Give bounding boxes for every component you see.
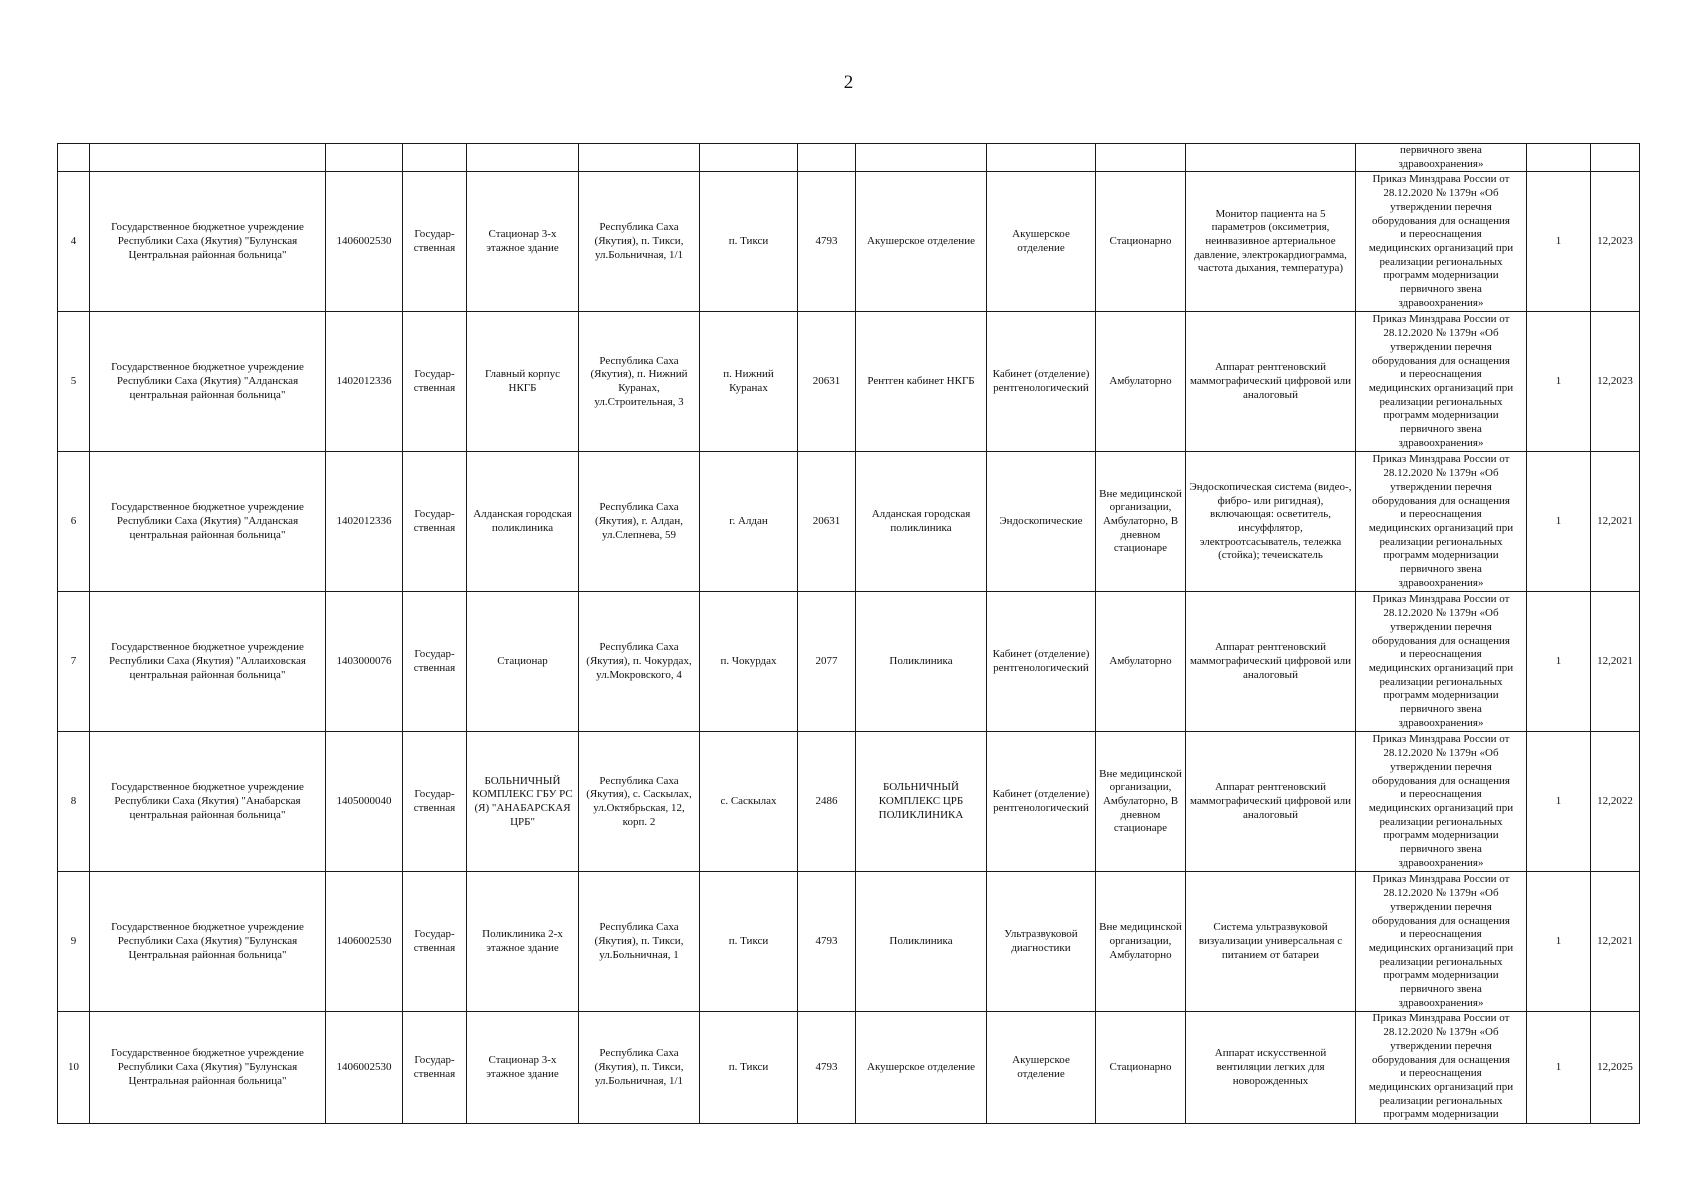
cell-equipment: Система ультразвуковой визуализации универсальная с питанием от батареи (1186, 872, 1356, 1012)
cell-ownership: Государ- ственная (403, 452, 467, 592)
cell-inn: 1405000040 (326, 732, 403, 872)
cell-department: Ультразвуковой диагностики (987, 872, 1096, 1012)
cell-document: Приказ Минздрава России от 28.12.2020 № 1379н «Об утверждении перечня оборудования для оснащения и переоснащения медицинских организаций при реализации региональных программ модернизации (1356, 1012, 1527, 1124)
cell-ownership: Государ- ственная (403, 172, 467, 312)
table-row-continuation (58, 144, 1640, 172)
cell-num: 6 (58, 452, 90, 592)
cell-care-form: Вне медицинской организации, Амбулаторно, В дневном стационаре (1096, 732, 1186, 872)
cell-num: 4 (58, 172, 90, 312)
cell-department: Кабинет (отделение) рентгенологический (987, 312, 1096, 452)
cell-document: Приказ Минздрава России от 28.12.2020 № 1379н «Об утверждении перечня оборудования для оснащения и переоснащения медицинских организаций при реализации региональных программ модернизации первичного звена здравоохранения» (1356, 452, 1527, 592)
cell-address: Республика Саха (Якутия), п. Чокурдах, ул.Мокровского, 4 (579, 592, 700, 732)
cell-qty: 1 (1527, 312, 1591, 452)
cell-org: Государственное бюджетное учреждение Республики Саха (Якутия) "Аллаиховская центральная районная больница" (90, 592, 326, 732)
cell-ownership: Государ- ственная (403, 312, 467, 452)
cell-document: Приказ Минздрава России от 28.12.2020 № 1379н «Об утверждении перечня оборудования для оснащения и переоснащения медицинских организаций при реализации региональных программ модернизации первичного звена здравоохранения» (1356, 172, 1527, 312)
cell-document: Приказ Минздрава России от 28.12.2020 № 1379н «Об утверждении перечня оборудования для оснащения и переоснащения медицинских организаций при реализации региональных программ модернизации первичного звена здравоохранения» (1356, 732, 1527, 872)
cell-population: 2486 (798, 732, 856, 872)
cell-num: 9 (58, 872, 90, 1012)
table-row (58, 872, 1640, 1012)
cell-locality: с. Саскылах (700, 732, 798, 872)
page-number: 2 (843, 72, 854, 93)
cell-ownership: Государ- ственная (403, 872, 467, 1012)
cell-unit: Поликлиника (856, 872, 987, 1012)
cell-qty: 1 (1527, 732, 1591, 872)
cell-care-form: Вне медицинской организации, Амбулаторно (1096, 872, 1186, 1012)
cell-building (467, 144, 579, 172)
cell-date: 12,2021 (1591, 592, 1640, 732)
cell-qty: 1 (1527, 172, 1591, 312)
cell-department (987, 144, 1096, 172)
cell-document: Приказ Минздрава России от 28.12.2020 № 1379н «Об утверждении перечня оборудования для оснащения и переоснащения медицинских организаций при реализации региональных программ модернизации первичного звена здравоохранения» (1356, 872, 1527, 1012)
equipment-table (57, 143, 1640, 1124)
cell-address: Республика Саха (Якутия), п. Тикси, ул.Больничная, 1/1 (579, 172, 700, 312)
cell-population: 20631 (798, 452, 856, 592)
cell-care-form: Стационарно (1096, 1012, 1186, 1124)
table-row (58, 452, 1640, 592)
cell-inn (326, 144, 403, 172)
cell-department: Кабинет (отделение) рентгенологический (987, 732, 1096, 872)
cell-building: Алданская городская поликлиника (467, 452, 579, 592)
cell-inn: 1402012336 (326, 312, 403, 452)
cell-unit (856, 144, 987, 172)
cell-ownership: Государ- ственная (403, 732, 467, 872)
cell-org: Государственное бюджетное учреждение Республики Саха (Якутия) "Анабарская центральная районная больница" (90, 732, 326, 872)
cell-date (1591, 144, 1640, 172)
cell-ownership (403, 144, 467, 172)
cell-inn: 1406002530 (326, 172, 403, 312)
cell-equipment: Аппарат рентгеновский маммографический цифровой или аналоговый (1186, 732, 1356, 872)
cell-date: 12,2023 (1591, 172, 1640, 312)
cell-unit: Акушерское отделение (856, 172, 987, 312)
cell-population (798, 144, 856, 172)
cell-population: 4793 (798, 872, 856, 1012)
cell-num: 10 (58, 1012, 90, 1124)
cell-building: Главный корпус НКГБ (467, 312, 579, 452)
cell-department: Эндоскопические (987, 452, 1096, 592)
cell-unit: Поликлиника (856, 592, 987, 732)
cell-num: 8 (58, 732, 90, 872)
cell-address (579, 144, 700, 172)
cell-equipment: Аппарат искусственной вентиляции легких для новорожденных (1186, 1012, 1356, 1124)
cell-address: Республика Саха (Якутия), п. Тикси, ул.Больничная, 1 (579, 872, 700, 1012)
cell-department: Акушерское отделение (987, 172, 1096, 312)
cell-qty: 1 (1527, 872, 1591, 1012)
cell-ownership: Государ- ственная (403, 592, 467, 732)
cell-unit: БОЛЬНИЧНЫЙ КОМПЛЕКС ЦРБ ПОЛИКЛИНИКА (856, 732, 987, 872)
cell-date: 12,2025 (1591, 1012, 1640, 1124)
cell-address: Республика Саха (Якутия), п. Нижний Куранах, ул.Строительная, 3 (579, 312, 700, 452)
cell-address: Республика Саха (Якутия), с. Саскылах, ул.Октябрьская, 12, корп. 2 (579, 732, 700, 872)
cell-locality: п. Нижний Куранах (700, 312, 798, 452)
table-row (58, 172, 1640, 312)
cell-document: Приказ Минздрава России от 28.12.2020 № 1379н «Об утверждении перечня оборудования для оснащения и переоснащения медицинских организаций при реализации региональных программ модернизации первичного звена здравоохранения» (1356, 312, 1527, 452)
cell-document: Приказ Минздрава России от 28.12.2020 № 1379н «Об утверждении перечня оборудования для оснащения и переоснащения медицинских организаций при реализации региональных программ модернизации первичного звена здравоохранения» (1356, 592, 1527, 732)
cell-org: Государственное бюджетное учреждение Республики Саха (Якутия) "Булунская Центральная районная больница" (90, 172, 326, 312)
table-row (58, 1012, 1640, 1124)
cell-building: Поликлиника 2-х этажное здание (467, 872, 579, 1012)
table-row (58, 592, 1640, 732)
cell-org: Государственное бюджетное учреждение Республики Саха (Якутия) "Алданская центральная районная больница" (90, 452, 326, 592)
cell-building: Стационар 3-х этажное здание (467, 172, 579, 312)
table-row (58, 732, 1640, 872)
cell-address: Республика Саха (Якутия), г. Алдан, ул.Слепнева, 59 (579, 452, 700, 592)
cell-date: 12,2023 (1591, 312, 1640, 452)
cell-org: Государственное бюджетное учреждение Республики Саха (Якутия) "Булунская Центральная районная больница" (90, 872, 326, 1012)
cell-building: Стационар (467, 592, 579, 732)
cell-equipment: Аппарат рентгеновский маммографический цифровой или аналоговый (1186, 312, 1356, 452)
cell-date: 12,2022 (1591, 732, 1640, 872)
cell-department: Кабинет (отделение) рентгенологический (987, 592, 1096, 732)
cell-inn: 1406002530 (326, 872, 403, 1012)
cell-care-form: Амбулаторно (1096, 592, 1186, 732)
cell-equipment: Эндоскопическая система (видео-, фибро- или ригидная), включающая: осветитель, инсуффлятор, электроотсасыватель, тележка (стойка); течеискатель (1186, 452, 1356, 592)
cell-qty (1527, 144, 1591, 172)
cell-qty: 1 (1527, 592, 1591, 732)
cell-equipment: Аппарат рентгеновский маммографический цифровой или аналоговый (1186, 592, 1356, 732)
cell-building: БОЛЬНИЧНЫЙ КОМПЛЕКС ГБУ РС (Я) "АНАБАРСКАЯ ЦРБ" (467, 732, 579, 872)
cell-address: Республика Саха (Якутия), п. Тикси, ул.Больничная, 1/1 (579, 1012, 700, 1124)
cell-locality: п. Тикси (700, 172, 798, 312)
cell-unit: Алданская городская поликлиника (856, 452, 987, 592)
cell-inn: 1406002530 (326, 1012, 403, 1124)
cell-care-form: Стационарно (1096, 172, 1186, 312)
cell-care-form (1096, 144, 1186, 172)
cell-population: 4793 (798, 1012, 856, 1124)
cell-date: 12,2021 (1591, 452, 1640, 592)
cell-num: 7 (58, 592, 90, 732)
cell-equipment (1186, 144, 1356, 172)
cell-date: 12,2021 (1591, 872, 1640, 1012)
cell-locality: г. Алдан (700, 452, 798, 592)
cell-locality: п. Тикси (700, 1012, 798, 1124)
cell-org: Государственное бюджетное учреждение Республики Саха (Якутия) "Булунская Центральная районная больница" (90, 1012, 326, 1124)
cell-locality (700, 144, 798, 172)
cell-equipment: Монитор пациента на 5 параметров (оксиметрия, неинвазивное артериальное давление, электрокардиограмма, частота дыхания, температура) (1186, 172, 1356, 312)
cell-locality: п. Чокурдах (700, 592, 798, 732)
cell-document: первичного звена здравоохранения» (1356, 144, 1527, 172)
cell-ownership: Государ- ственная (403, 1012, 467, 1124)
cell-num (58, 144, 90, 172)
cell-num: 5 (58, 312, 90, 452)
cell-locality: п. Тикси (700, 872, 798, 1012)
cell-care-form: Амбулаторно (1096, 312, 1186, 452)
cell-population: 2077 (798, 592, 856, 732)
cell-qty: 1 (1527, 452, 1591, 592)
cell-qty: 1 (1527, 1012, 1591, 1124)
cell-org: Государственное бюджетное учреждение Республики Саха (Якутия) "Алданская центральная районная больница" (90, 312, 326, 452)
cell-org (90, 144, 326, 172)
cell-department: Акушерское отделение (987, 1012, 1096, 1124)
table-row (58, 312, 1640, 452)
cell-building: Стационар 3-х этажное здание (467, 1012, 579, 1124)
cell-population: 4793 (798, 172, 856, 312)
cell-population: 20631 (798, 312, 856, 452)
cell-care-form: Вне медицинской организации, Амбулаторно, В дневном стационаре (1096, 452, 1186, 592)
cell-inn: 1402012336 (326, 452, 403, 592)
cell-inn: 1403000076 (326, 592, 403, 732)
cell-unit: Акушерское отделение (856, 1012, 987, 1124)
cell-unit: Рентген кабинет НКГБ (856, 312, 987, 452)
